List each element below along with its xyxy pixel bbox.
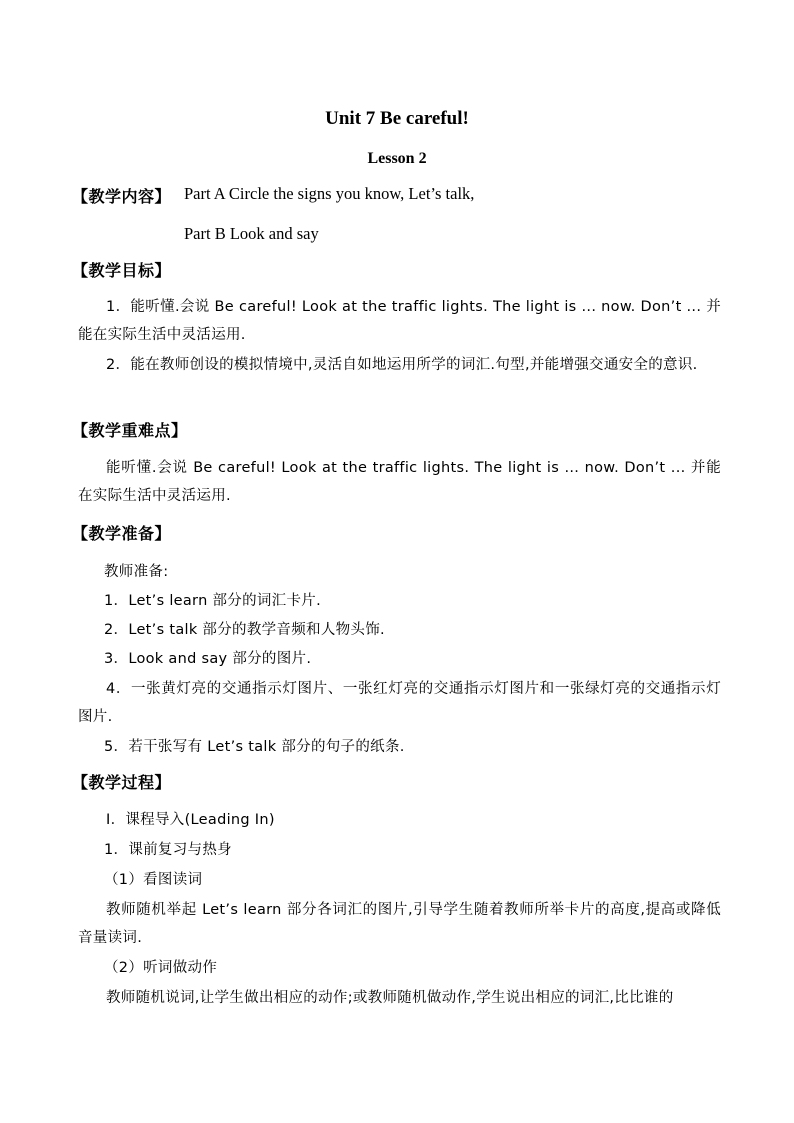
- process-sub-1: （1）看图读词: [104, 872, 203, 888]
- preparation-item-2: 2．Let’s talk 部分的教学音频和人物头饰.: [104, 622, 385, 638]
- objective-item-2: 2．能在教师创设的模拟情境中,灵活自如地运用所学的词汇.句型,并能增强交通安全的意识.: [106, 357, 698, 373]
- process-sub-2-text: 教师随机说词,让学生做出相应的动作;或教师随机做动作,学生说出相应的词汇,比比谁的: [106, 990, 674, 1006]
- preparation-item-1: 1．Let’s learn 部分的词汇卡片.: [104, 593, 321, 609]
- preparation-item-4: 4．一张黄灯亮的交通指示灯图片、一张红灯亮的交通指示灯图片和一张绿灯亮的交通指示灯图片.: [78, 681, 721, 725]
- process-sub-1-text: 教师随机举起 Let’s learn 部分各词汇的图片,引导学生随着教师所举卡片的高度,提高或降低音量读词.: [78, 902, 721, 946]
- process-sub-2: （2）听词做动作: [104, 960, 218, 976]
- document-title: Unit 7 Be careful!: [325, 108, 469, 129]
- section-heading-preparation: 【教学准备】: [72, 524, 172, 543]
- preparation-item-5: 5．若干张写有 Let’s talk 部分的句子的纸条.: [104, 739, 405, 755]
- objective-item-1: 1．能听懂.会说 Be careful! Look at the traffic lights. The light is ... now. Don’t ... 并能在实际生活中灵活运用.: [78, 299, 721, 343]
- section-heading-content: 【教学内容】: [72, 187, 172, 206]
- section-heading-key-points: 【教学重难点】: [72, 421, 188, 440]
- section-heading-objectives: 【教学目标】: [72, 261, 172, 280]
- process-section-1: Ⅰ．课程导入(Leading In): [106, 812, 275, 828]
- content-line-2: Part B Look and say: [184, 224, 319, 243]
- preparation-item-3: 3．Look and say 部分的图片.: [104, 651, 312, 667]
- content-line-1: Part A Circle the signs you know, Let’s talk,: [184, 184, 475, 203]
- key-points-text: 能听懂.会说 Be careful! Look at the traffic lights. The light is ... now. Don’t ... 并能在实际生活中灵活运用.: [78, 460, 721, 504]
- section-heading-process: 【教学过程】: [72, 773, 172, 792]
- preparation-intro: 教师准备:: [104, 564, 169, 580]
- lesson-subtitle: Lesson 2: [367, 150, 427, 167]
- process-step-1: 1．课前复习与热身: [104, 842, 232, 858]
